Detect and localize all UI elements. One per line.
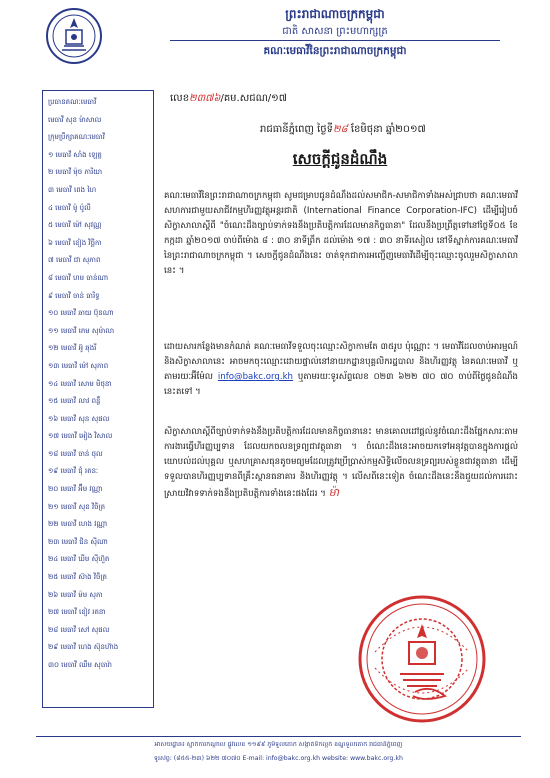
body-paragraph-1: គណៈមេធាវីនៃព្រះរាជាណាចក្រកម្ពុជា សូមជម្រាបជូនដំណឹងដល់សមាជិក-សមាជិកាទាំងអស់ជ្រាបថា គណៈមេធាវីសហការជាមួយសាជីវកម្មហិរញ្ញវត្ថុអន្តរជាតិ (International Finance Corporation-IFC) ដើម្បីរៀបចំសិក្ខាសាលាស្តីពី "ចំណេះដឹងច្បាប់ទាក់ទងនឹងប្រតិបត្តិការដែលមានកិច្ចធានា" ដែលនឹងប្រព្រឹត្តទៅនៅថ្ងៃទី០៥ ខែកក្កដា ឆ្នាំ២០១៧ ចាប់ពីម៉ោង ៨ : ៣០ នាទីព្រឹក ដល់ម៉ោង ១៧ : ៣០ នាទីរសៀល នៅទីស្នាក់ការគណៈមេធាវីនៃព្រះរាជាណាចក្រកម្ពុជា ។ សេចក្តីជូនដំណឹងនេះ ចាត់ទុកជាការអញ្ជើញមេធាវីដើម្បីចុះឈ្មោះចូលរួមសិក្ខាសាលានេះ ។ — [164, 191, 518, 276]
date-handwritten-day: ២៨ — [333, 124, 348, 135]
council-member-item: ៧ មេធាវី ជា សុភាព — [48, 256, 101, 265]
council-member-item: ៦ មេធាវី ខៀង វិច្ឆិកា — [48, 238, 102, 247]
email-link[interactable]: info@bakc.org.kh — [217, 372, 293, 382]
council-heading: ក្រុមប្រឹក្សាគណៈមេធាវី — [48, 133, 105, 142]
initial-mark: ម៉ា — [328, 486, 340, 499]
reference-prefix: លេខ — [170, 93, 190, 104]
council-member-item: ៨ មេធាវី ហម ចាន់ណា — [48, 273, 109, 282]
date-suffix: ខែមិថុនា ឆ្នាំ២០១៧ — [347, 124, 426, 135]
council-member-item: ២៨ មេធាវី សៅ សុផល — [48, 625, 110, 634]
paragraph-2-text-end: ឬតាមរយៈទូរស័ព្ទលេខ ០២៣ ៦២២ ៧០ ៧០ ចាប់ពីថ្ងៃជូនដំណឹងនេះតទៅ ។ — [164, 372, 518, 397]
council-member-item: ១៨ មេធាវី ចាន់ ថុល — [48, 449, 103, 458]
date-prefix: រាជធានីភ្នំពេញ ថ្ងៃទី — [260, 124, 334, 135]
council-member-item: ២៦ មេធាវី ម៉ម សុភា — [48, 590, 103, 599]
document-title: សេចក្តីជូនដំណឹង — [292, 150, 388, 168]
paragraph-2-text-start: ដោយសារកន្លែងមានកំណត់ គណៈមេធាវីទទួលចុះឈ្មោះសិក្ខាកាមតែ ៣៥រូប ប៉ុណ្ណោះ ។ មេធាវីដែលចាប់អារម្មណ៍និងសិក្ខាសាលានេះ អាចមកចុះឈ្មោះដោយផ្ទាល់នៅនាយកដ្ឋានបុគ្គលិករដ្ឋបាល និងហិរញ្ញវត្ថុ នៃគណៈមេធាវី ឬតាមរយៈអ៊ីម៉ែល — [164, 342, 518, 382]
council-member-item: ១៩ មេធាវី ជុំ រតនៈ — [48, 467, 99, 476]
footer-contact: ទូរស័ព្ទ: (៨៥៥-២៣) ៦២២ ៧០៧០ E-mail: info@bakc.org.kh website: www.bakc.org.kh — [154, 755, 403, 762]
council-member-item: ២៧ មេធាវី ខៀវ រតនា — [48, 608, 106, 617]
bar-association-emblem-icon — [44, 6, 104, 66]
council-member-item: ១៣ មេធាវី ម៉ៅ សុភាព — [48, 361, 109, 370]
footer-address: អាសយដ្ឋាន៖ ស្នាក់ការកណ្តាល ផ្លូវលេខ ១១៩៩ ភូមិទួលគោក សង្កាត់ទឹកល្អក់ ខណ្ឌទួលគោក រាជធានីភ្នំពេញ — [154, 741, 403, 748]
reference-suffix: /គម.សជណ/១៧ — [220, 93, 287, 104]
kingdom-title: ព្រះរាជាណាចក្រកម្ពុជា — [285, 7, 385, 21]
council-member-item: ៣០ មេធាវី ឈឹម សុធារ៉ា — [48, 661, 112, 669]
bar-association-name: គណៈមេធាវីនៃព្រះរាជាណាចក្រកម្ពុជា — [263, 45, 407, 57]
official-seal-icon — [355, 592, 490, 727]
council-member-item: ១២ មេធាវី អ៊ូ ឆុងរី — [48, 344, 97, 353]
letter-date — [260, 122, 426, 137]
council-member-item: ២១ មេធាវី សុខ វិចិត្រ — [48, 502, 106, 511]
council-member-item: ២ មេធាវី ម៉ុច ភារិយា — [48, 168, 103, 177]
council-member-item: ៥ មេធាវី ម៉ៅ សុវណ្ណ — [48, 221, 102, 230]
council-member-item: ១១ មេធាវី ភេម សុម៉ាលា — [48, 326, 115, 335]
body-paragraph-3 — [164, 425, 518, 502]
paragraph-3-text: សិក្ខាសាលាស្តីពីច្បាប់ទាក់ទងនឹងប្រតិបត្តិការដែលមានកិច្ចធានានេះ មានគោលដៅផ្តល់នូវចំណេះដឹងផ្នែកសារៈតាមការងារធ្វើហិរញ្ញប្បទាន ដែលយកចលនទ្រព្យជាវត្ថុធានា ។ ចំណេះដឹងនេះអាចយកទៅអនុវត្តបានក្នុងការផ្តល់យោបល់ដល់បុគ្គល ឬសហគ្រាសធុនតូចមធ្យមដែលត្រូវប្រើប្រាស់កម្មសិទ្ធិលើចលនទ្រព្យរបស់ខ្លួនជាវត្ថុធានា ដើម្បីទទួលបានហិរញ្ញប្បទានពីគ្រឹះស្ថានធនាគារ និងហិរញ្ញវត្ថុ ។ លើសពីនេះទៀត ចំណេះដឹងនេះនឹងជួយដល់ការដោះស្រាយវិវាទទាក់ទងនឹងប្រតិបត្តិការទាំងនេះផងដែរ ។ — [164, 427, 518, 499]
council-member-item: ២៤ មេធាវី ឃីម ស៊ីហ៊ួត — [48, 555, 110, 564]
council-member-item: ១៧ មេធាវី អៀង វិសាល — [48, 432, 113, 441]
council-member-item: ៩ មេធាវី ចាន់ ធារិទ្ធ — [48, 291, 100, 300]
council-members-list — [48, 147, 148, 675]
header-divider — [170, 40, 500, 41]
national-motto: ជាតិ សាសនា ព្រះមហាក្សត្រ — [282, 26, 388, 37]
council-member-item: ២០ មេធាវី អ៊ឹម វណ្ណា — [48, 485, 103, 494]
council-member-item: ១៤ មេធាវី សោម មិថុនា — [48, 379, 112, 388]
council-member-item: ៤ មេធាវី ម៉ូ ប៉ូលី — [48, 203, 91, 212]
president-heading: ប្រធានគណៈមេធាវី — [48, 98, 97, 106]
council-member-item: ២២ មេធាវី ហេង វណ្ណា — [48, 520, 108, 529]
council-sidebar — [42, 90, 154, 708]
council-member-item: ២៥ មេធាវី ស៊ាង វិចិត្រ — [48, 573, 108, 582]
council-member-item: ១៦ មេធាវី សុន សុផល — [48, 414, 110, 423]
council-member-item: ១ មេធាវី សាំង ឡេត្ត — [48, 150, 102, 159]
council-member-item: ១០ មេធាវី ឆាយ ប៊ុនណា — [48, 309, 114, 318]
footer-divider — [36, 736, 521, 737]
president-name: មេធាវី សុខ ម៉ាសាល — [48, 115, 102, 124]
council-member-item: ២៩ មេធាវី ហេង ស៊ុនហ៊ាង — [48, 643, 119, 652]
body-paragraph-2 — [164, 340, 518, 400]
council-member-item: ១៥ មេធាវី លាវ ពន្លឺ — [48, 397, 101, 406]
council-member-item: ៣ មេធាវី ពេង ហៃ — [48, 185, 97, 194]
council-member-item: ២៣ មេធាវី ជិន ស៊ីណា — [48, 537, 108, 546]
reference-handwritten-number: ២៣៧៦ — [189, 93, 221, 104]
reference-number — [170, 91, 287, 106]
